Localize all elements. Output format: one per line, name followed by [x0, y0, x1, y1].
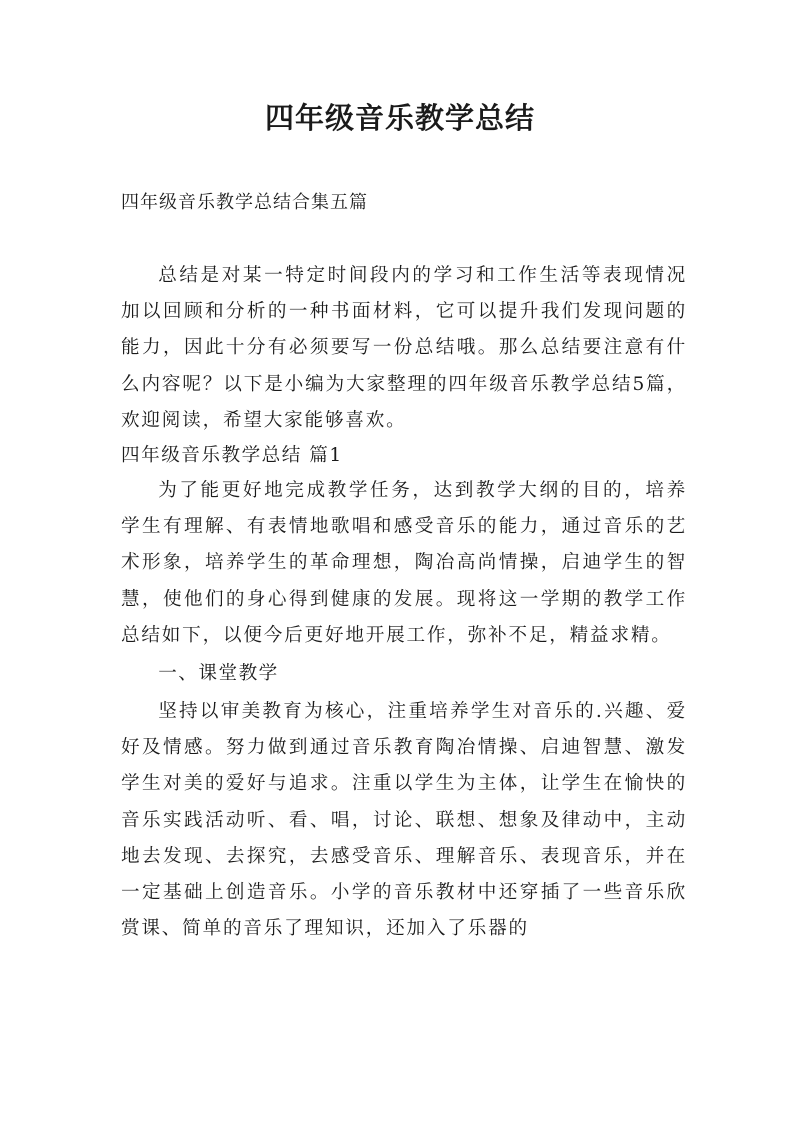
document-body [121, 258, 687, 947]
section-heading-classroom: 一、课堂教学 [158, 663, 279, 685]
body-paragraph-2: 坚持以审美教育为核心，注重培养学生对音乐的.兴趣、爱好及情感。努力做到通过音乐教育陶冶情操、启迪智慧、激发学生对美的爱好与追求。注重以学生为主体，让学生在愉快的音乐实践活动听、看、唱，讨论、联想、想象及律动中，主动地去发现、去探究，去感受音乐、理解音乐、表现音乐，并在一定基础上创造音乐。小学的音乐教材中还穿插了一些音乐欣赏课、简单的音乐了理知识，还加入了乐器的 [121, 701, 687, 940]
document-subtitle: 四年级音乐教学总结合集五篇 [121, 192, 368, 213]
article-heading: 四年级音乐教学总结 篇1 [121, 445, 343, 467]
body-paragraph-1: 为了能更好地完成教学任务，达到教学大纲的目的，培养学生有理解、有表情地歌唱和感受音乐的能力，通过音乐的艺术形象，培养学生的革命理想，陶冶高尚情操，启迪学生的智慧，使他们的身心得到健康的发展。现将这一学期的教学工作总结如下，以便今后更好地开展工作，弥补不足，精益求精。 [121, 480, 687, 646]
document-title: 四年级音乐教学总结 [264, 101, 535, 135]
intro-paragraph: 总结是对某一特定时间段内的学习和工作生活等表现情况加以回顾和分析的一种书面材料，它可以提升我们发现问题的能力，因此十分有必须要写一份总结哦。那么总结要注意有什么内容呢？以下是小编为大家整理的四年级音乐教学总结5篇，欢迎阅读，希望大家能够喜欢。 [121, 265, 687, 431]
